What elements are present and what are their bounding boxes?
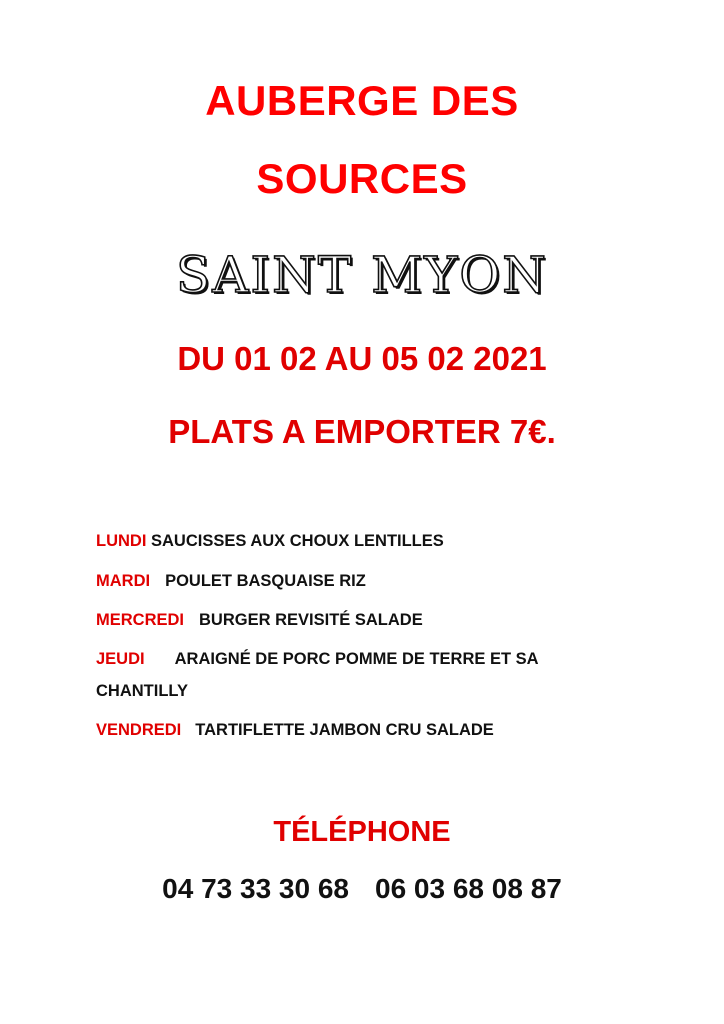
town-name: SAINT MYON <box>175 246 549 304</box>
phone-label: TÉLÉPHONE <box>273 816 451 848</box>
restaurant-name-line1: AUBERGE DES <box>205 77 519 124</box>
dish-label: ARAIGNÉ DE PORC POMME DE TERRE ET SA <box>174 650 539 668</box>
day-label: LUNDI <box>96 532 147 550</box>
dish-label: TARTIFLETTE JAMBON CRU SALADE <box>195 721 494 739</box>
dish-label: POULET BASQUAISE RIZ <box>165 572 366 590</box>
menu-item-mercredi <box>96 612 696 629</box>
day-label: MARDI <box>96 572 151 590</box>
day-label: MERCREDI <box>96 611 185 629</box>
dish-label: SAUCISSES AUX CHOUX LENTILLES <box>151 532 444 550</box>
phone-number-mobile: 06 03 68 08 87 <box>375 873 562 904</box>
menu-item-mardi <box>96 573 696 590</box>
takeaway-price: PLATS A EMPORTER 7€. <box>168 413 556 450</box>
menu-item-jeudi-continued <box>96 683 696 700</box>
day-label: VENDREDI <box>96 721 182 739</box>
day-label: JEUDI <box>96 650 145 668</box>
menu-item-vendredi <box>96 722 696 739</box>
dish-label: BURGER REVISITÉ SALADE <box>199 611 423 629</box>
dish-label-continued: CHANTILLY <box>96 682 188 700</box>
phone-number-landline: 04 73 33 30 68 <box>162 873 349 904</box>
date-range: DU 01 02 AU 05 02 2021 <box>177 340 547 377</box>
restaurant-name-line2: SOURCES <box>256 155 468 202</box>
menu-item-jeudi <box>96 651 696 668</box>
phone-numbers <box>0 875 724 903</box>
menu-item-lundi <box>96 533 696 550</box>
